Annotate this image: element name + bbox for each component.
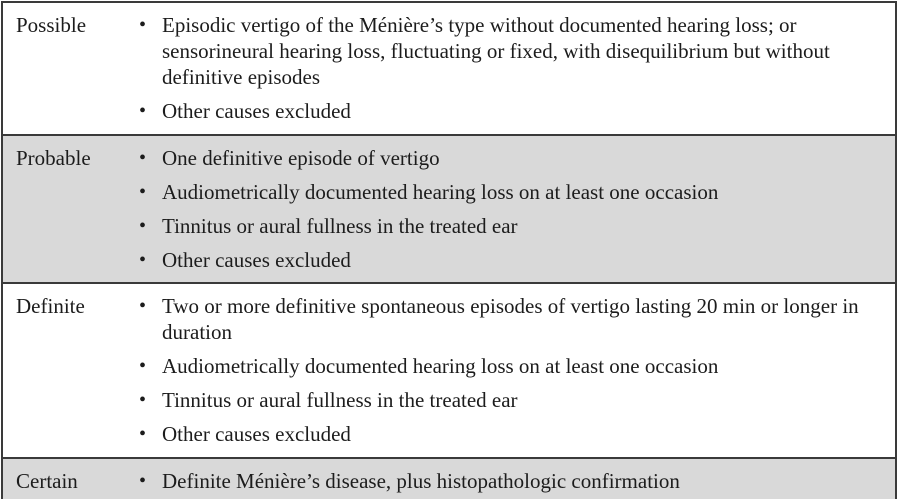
list-item	[135, 213, 879, 239]
criteria-list	[135, 145, 879, 281]
criteria-list	[135, 293, 879, 455]
criterion-text: Definite Ménière’s disease, plus histopathologic confirmation	[162, 469, 680, 493]
list-item	[135, 145, 879, 171]
criterion-text: Other causes excluded	[162, 99, 351, 123]
bullet-icon: •	[139, 14, 147, 36]
criterion-text: Two or more definitive spontaneous episodes of vertigo lasting 20 min or longer in duration	[162, 294, 859, 344]
list-item	[135, 293, 879, 345]
criterion-text: Tinnitus or aural fullness in the treated ear	[162, 388, 518, 412]
list-item	[135, 468, 879, 494]
list-item	[135, 98, 879, 124]
bullet-icon: •	[139, 100, 147, 122]
bullet-icon: •	[139, 355, 147, 377]
bullet-icon: •	[139, 215, 147, 237]
table-row-possible	[3, 3, 895, 134]
criterion-text: Audiometrically documented hearing loss on at least one occasion	[162, 180, 719, 204]
list-item	[135, 387, 879, 413]
bullet-icon: •	[139, 389, 147, 411]
criterion-text: Tinnitus or aural fullness in the treated ear	[162, 214, 518, 238]
category-label: Possible	[16, 13, 87, 37]
list-item	[135, 421, 879, 447]
list-item	[135, 353, 879, 379]
criteria-list	[135, 12, 879, 132]
list-item	[135, 179, 879, 205]
category-label: Definite	[16, 294, 85, 318]
bullet-icon: •	[139, 470, 147, 492]
diagnostic-criteria-table	[1, 1, 897, 499]
criterion-text: One definitive episode of vertigo	[162, 146, 440, 170]
criterion-text: Other causes excluded	[162, 248, 351, 272]
bullet-icon: •	[139, 423, 147, 445]
criteria-list	[135, 468, 879, 502]
criterion-text: Episodic vertigo of the Ménière’s type without documented hearing loss; or sensorineural hearing loss, fluctuating or fixed, with disequilibrium but without definitive episodes	[162, 13, 830, 89]
bullet-icon: •	[139, 249, 147, 271]
list-item	[135, 247, 879, 273]
category-label: Probable	[16, 146, 91, 170]
table-row-probable	[3, 134, 895, 282]
table-row-certain	[3, 457, 895, 499]
category-label: Certain	[16, 469, 78, 493]
criterion-text: Other causes excluded	[162, 422, 351, 446]
bullet-icon: •	[139, 147, 147, 169]
table-row-definite	[3, 282, 895, 457]
bullet-icon: •	[139, 181, 147, 203]
list-item	[135, 12, 879, 90]
bullet-icon: •	[139, 295, 147, 317]
criterion-text: Audiometrically documented hearing loss on at least one occasion	[162, 354, 719, 378]
